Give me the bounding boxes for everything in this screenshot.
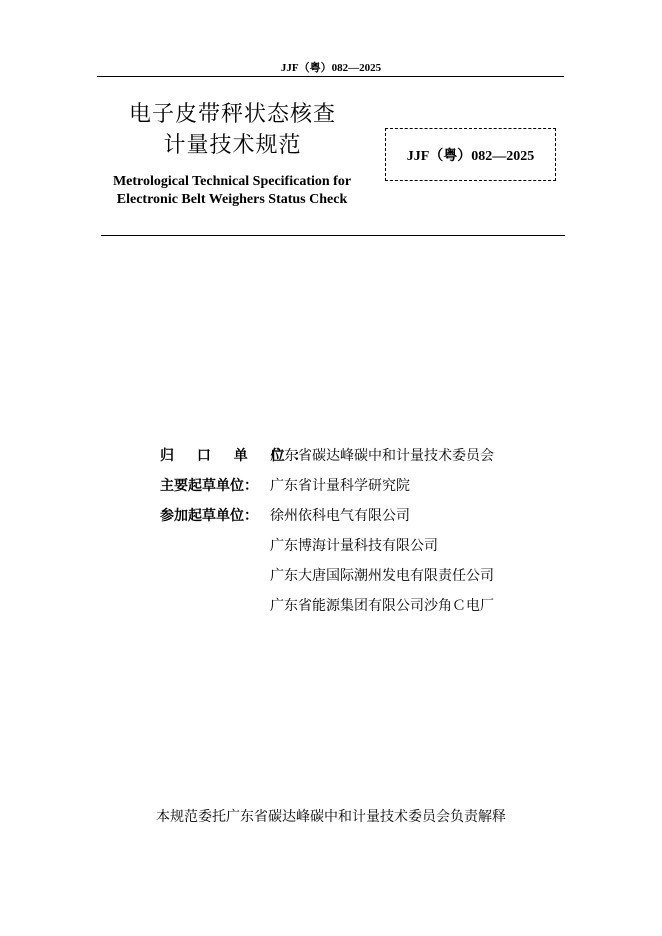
participant-item: 广东博海计量科技有限公司 xyxy=(270,538,438,554)
participant-row xyxy=(160,500,494,530)
header-code: JJF（粤）082—2025 xyxy=(280,62,382,74)
header-divider xyxy=(97,76,564,77)
responsible-unit-value: 广东省碳达峰碳中和计量技术委员会 xyxy=(270,448,494,464)
participant-row xyxy=(160,530,494,560)
title-chinese-line-1: 电子皮带秤状态核查 xyxy=(128,102,336,127)
interpretation-note: 本规范委托广东省碳达峰碳中和计量技术委员会负责解释 xyxy=(156,809,506,825)
participant-row xyxy=(160,590,494,620)
main-drafter-value: 广东省计量科学研究院 xyxy=(270,478,410,494)
title-english xyxy=(92,173,372,209)
responsible-unit-row xyxy=(160,440,494,470)
participant-item: 广东省能源集团有限公司沙角Ｃ电厂 xyxy=(270,598,494,614)
specification-code: JJF（粤）082—2025 xyxy=(406,148,535,164)
organizations-list xyxy=(160,440,494,620)
participant-row xyxy=(160,560,494,590)
specification-code-box xyxy=(385,128,556,181)
main-drafter-row xyxy=(160,470,494,500)
title-chinese-line-2: 计量技术规范 xyxy=(163,133,302,158)
participant-item: 广东大唐国际潮州发电有限责任公司 xyxy=(270,568,494,584)
responsible-unit-label: 归 口 单 位： xyxy=(160,448,317,464)
participant-item: 徐州依科电气有限公司 xyxy=(270,508,410,524)
title-chinese xyxy=(100,99,365,161)
title-english-line-2: Electronic Belt Weighers Status Check xyxy=(116,192,348,207)
title-english-line-1: Metrological Technical Specification for xyxy=(112,174,352,189)
main-drafter-label: 主要起草单位： xyxy=(160,478,258,494)
participants-label: 参加起草单位： xyxy=(160,508,258,524)
title-divider xyxy=(101,235,565,236)
